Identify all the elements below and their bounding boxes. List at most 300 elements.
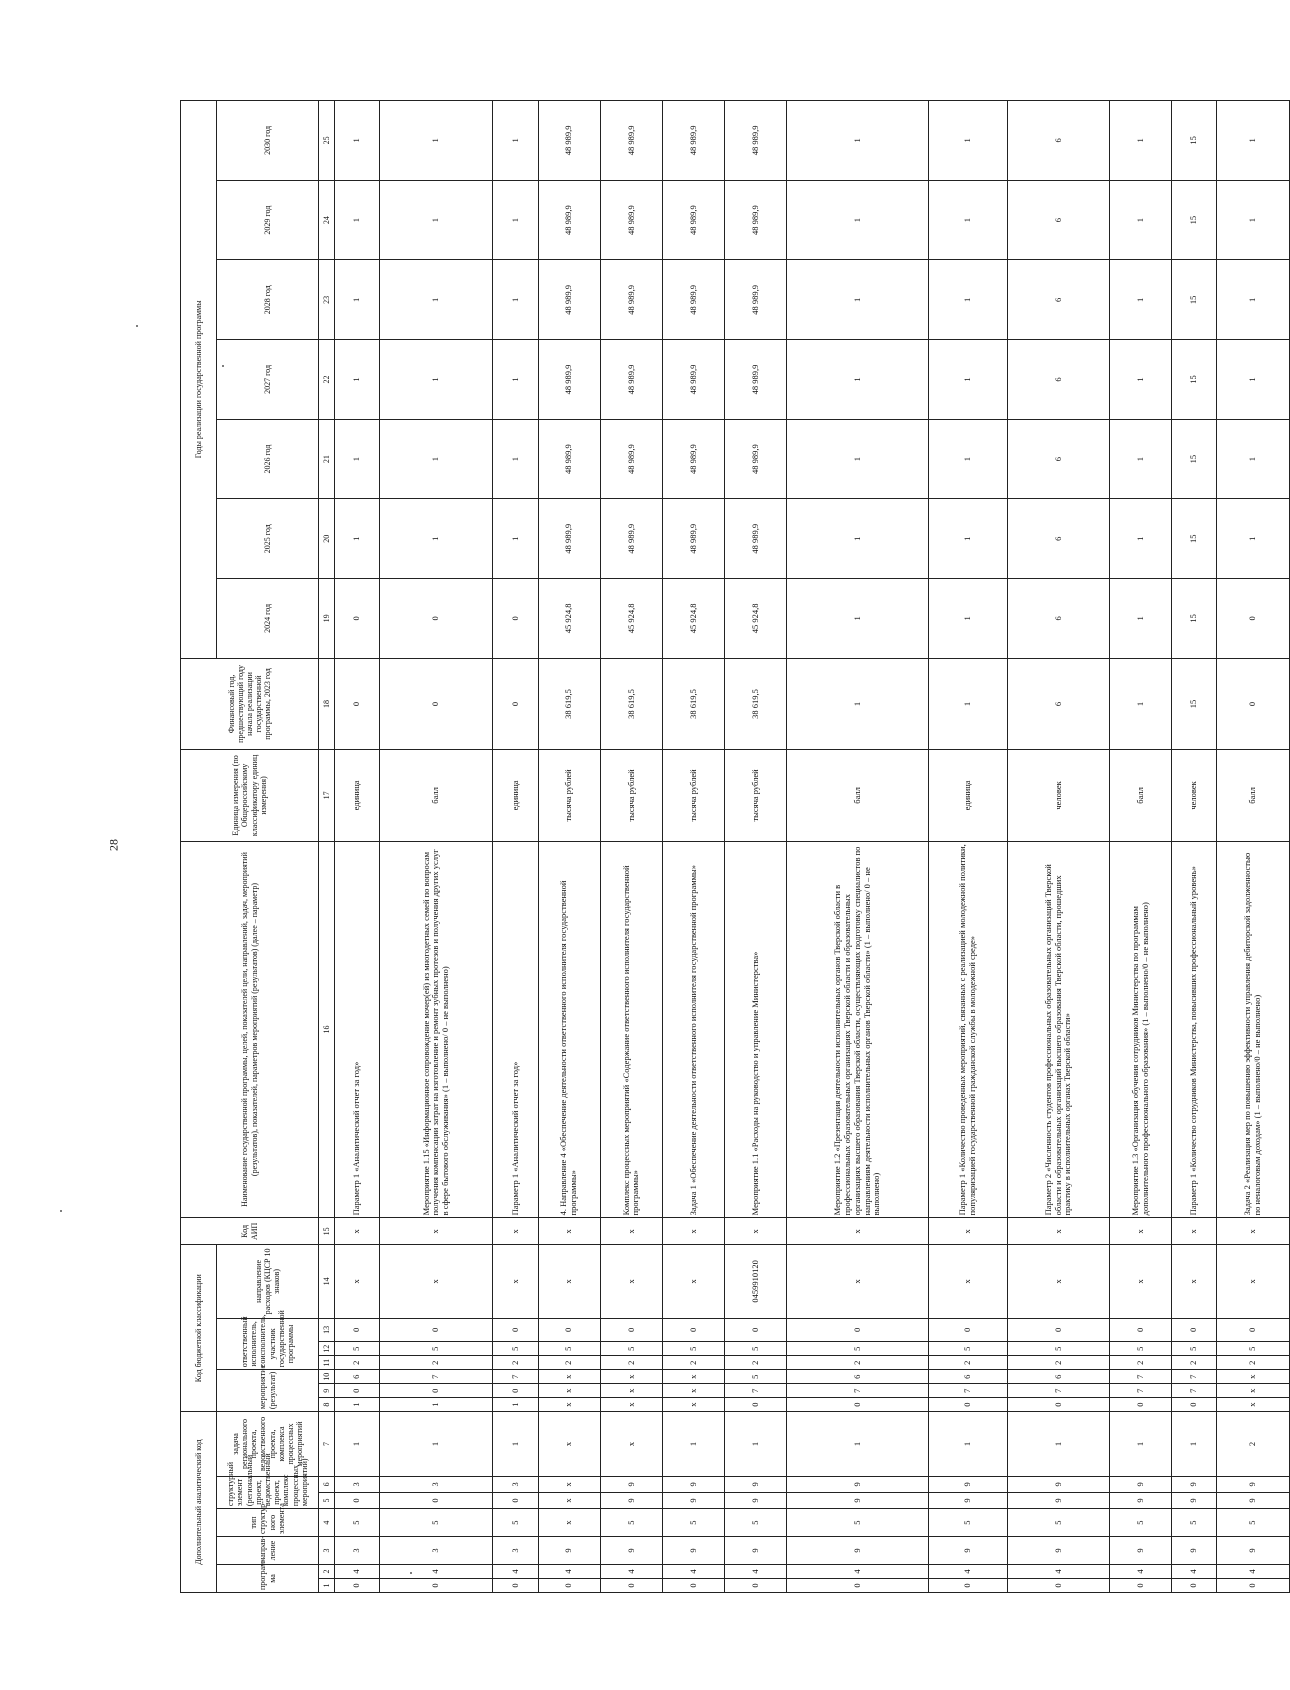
table-row (725, 101, 787, 1593)
ain-code-cell: x (380, 1218, 493, 1245)
table-row (663, 101, 725, 1593)
program-code-cell: 0 (538, 1579, 600, 1593)
event-code-cell: 6 (1008, 1370, 1110, 1384)
responsible-code-cell: 5 (493, 1342, 538, 1356)
task-cell: 1 (663, 1412, 725, 1477)
responsible-code-cell: 0 (493, 1318, 538, 1342)
program-code-cell: 4 (663, 1565, 725, 1579)
unit-cell: балл (380, 750, 493, 841)
ain-code-cell: x (334, 1218, 379, 1245)
unit-cell: тысяча рублей (725, 750, 787, 841)
name-cell: Параметр 1 «Количество проведенных мероприятий, связанных с реализацией молодежной политики, популяризацией государственной гражданской службы в молодежной среде» (928, 841, 1007, 1218)
year-value-cell: 1 (787, 101, 928, 181)
responsible-code-cell: 0 (380, 1318, 493, 1342)
year-value-cell: 48 989,9 (600, 260, 662, 340)
program-code-cell: 4 (1217, 1565, 1290, 1579)
scan-speck (222, 365, 224, 367)
program-code-cell: 0 (1109, 1579, 1171, 1593)
year-value-cell: 1 (1109, 499, 1171, 579)
year-value-cell: 15 (1172, 101, 1217, 181)
structural-cell: 9 (1109, 1476, 1171, 1492)
year-value-cell: 1 (1109, 260, 1171, 340)
year-value-cell: 48 989,9 (538, 101, 600, 181)
year-value-cell: 1 (1217, 260, 1290, 340)
event-code-cell: x (538, 1370, 600, 1384)
responsible-code-cell: 0 (1172, 1318, 1217, 1342)
year-value-cell: 48 989,9 (725, 340, 787, 420)
year-value-cell: 1 (787, 260, 928, 340)
column-number: 24 (319, 180, 335, 260)
event-code-cell: x (663, 1384, 725, 1398)
structural-cell: 9 (1217, 1492, 1290, 1508)
year-value-cell: 1 (334, 180, 379, 260)
year-value-cell: 1 (493, 101, 538, 181)
ain-code-cell: x (600, 1218, 662, 1245)
responsible-code-cell: 2 (787, 1356, 928, 1370)
unit-cell: единица (334, 750, 379, 841)
table-row (928, 101, 1007, 1593)
event-code-cell: 0 (1008, 1398, 1110, 1412)
task-cell: 1 (725, 1412, 787, 1477)
structural-cell: 0 (334, 1492, 379, 1508)
year-value-cell: 1 (334, 340, 379, 420)
year-value-cell: 48 989,9 (663, 180, 725, 260)
event-code-cell: 0 (1172, 1398, 1217, 1412)
event-code-cell: 0 (380, 1384, 493, 1398)
header-event: мероприятие (результат) (217, 1370, 319, 1412)
responsible-code-cell: 5 (600, 1342, 662, 1356)
ain-code-cell: x (1172, 1218, 1217, 1245)
direction-cell: 9 (1172, 1537, 1217, 1565)
year-value-cell: 48 989,9 (663, 101, 725, 181)
task-cell: 1 (928, 1412, 1007, 1477)
type-cell: 5 (334, 1509, 379, 1537)
event-code-cell: x (600, 1370, 662, 1384)
direction-cell: 9 (663, 1537, 725, 1565)
column-number-row (319, 101, 335, 1593)
fin-year-value-cell: 1 (928, 658, 1007, 749)
year-value-cell: 1 (493, 180, 538, 260)
expense-code-cell: x (334, 1245, 379, 1318)
direction-cell: 9 (538, 1537, 600, 1565)
year-value-cell: 1 (380, 260, 493, 340)
year-value-cell: 1 (787, 180, 928, 260)
header-ain-code: Код АИП (181, 1218, 319, 1245)
year-value-cell: 15 (1172, 499, 1217, 579)
responsible-code-cell: 2 (380, 1356, 493, 1370)
program-code-cell: 4 (334, 1565, 379, 1579)
year-value-cell: 1 (928, 101, 1007, 181)
event-code-cell: 7 (787, 1384, 928, 1398)
responsible-code-cell: 5 (787, 1342, 928, 1356)
year-value-cell: 0 (334, 579, 379, 659)
structural-cell: 9 (787, 1492, 928, 1508)
year-value-cell: 48 989,9 (725, 419, 787, 499)
responsible-code-cell: 5 (1008, 1342, 1110, 1356)
page-number: 28 (106, 839, 121, 851)
fin-year-value-cell: 6 (1008, 658, 1110, 749)
column-number: 19 (319, 579, 335, 659)
event-code-cell: 1 (334, 1398, 379, 1412)
direction-cell: 9 (1008, 1537, 1110, 1565)
year-value-cell: 15 (1172, 419, 1217, 499)
year-value-cell: 48 989,9 (600, 101, 662, 181)
year-value-cell: 1 (787, 579, 928, 659)
structural-cell: 0 (380, 1492, 493, 1508)
year-value-cell: 1 (1109, 340, 1171, 420)
structural-cell: 9 (600, 1492, 662, 1508)
structural-cell: 9 (1008, 1476, 1110, 1492)
event-code-cell: 1 (493, 1398, 538, 1412)
year-value-cell: 6 (1008, 180, 1110, 260)
responsible-code-cell: 5 (380, 1342, 493, 1356)
column-number: 21 (319, 419, 335, 499)
column-number: 9 (319, 1384, 335, 1398)
year-value-cell: 1 (1109, 180, 1171, 260)
program-code-cell: 0 (493, 1579, 538, 1593)
year-value-cell: 1 (1217, 101, 1290, 181)
column-number: 13 (319, 1318, 335, 1342)
column-number: 25 (319, 101, 335, 181)
ain-code-cell: x (1217, 1218, 1290, 1245)
ain-code-cell: x (493, 1218, 538, 1245)
year-value-cell: 48 989,9 (538, 419, 600, 499)
year-value-cell: 1 (928, 419, 1007, 499)
year-value-cell: 45 924,8 (600, 579, 662, 659)
structural-cell: 9 (725, 1492, 787, 1508)
year-value-cell: 1 (334, 419, 379, 499)
fin-year-value-cell: 38 619,5 (725, 658, 787, 749)
table-row (380, 101, 493, 1593)
responsible-code-cell: 0 (787, 1318, 928, 1342)
program-code-cell: 0 (334, 1579, 379, 1593)
structural-cell: 3 (380, 1476, 493, 1492)
column-number: 20 (319, 499, 335, 579)
structural-cell: 0 (493, 1492, 538, 1508)
name-cell: Параметр 1 «Количество сотрудников Министерства, повысивших профессиональный уровень» (1172, 841, 1217, 1218)
program-code-cell: 0 (1217, 1579, 1290, 1593)
responsible-code-cell: 0 (538, 1318, 600, 1342)
program-code-cell: 4 (1172, 1565, 1217, 1579)
name-cell: Мероприятие 1.1 «Расходы на руководство и управление Министерства» (725, 841, 787, 1218)
program-code-cell: 4 (1008, 1565, 1110, 1579)
event-code-cell: x (600, 1384, 662, 1398)
fin-year-value-cell: 1 (1109, 658, 1171, 749)
year-value-cell: 1 (493, 260, 538, 340)
responsible-code-cell: 0 (928, 1318, 1007, 1342)
structural-cell: 3 (334, 1476, 379, 1492)
column-number: 10 (319, 1370, 335, 1384)
year-value-cell: 1 (334, 260, 379, 340)
year-value-cell: 1 (380, 101, 493, 181)
type-cell: 5 (493, 1509, 538, 1537)
responsible-code-cell: 5 (1109, 1342, 1171, 1356)
column-number: 5 (319, 1492, 335, 1508)
structural-cell: 9 (1172, 1476, 1217, 1492)
header-direction: направ-ление (217, 1537, 319, 1565)
year-value-cell: 45 924,8 (725, 579, 787, 659)
unit-cell: единица (493, 750, 538, 841)
event-code-cell: 7 (1172, 1384, 1217, 1398)
responsible-code-cell: 0 (1109, 1318, 1171, 1342)
ain-code-cell: x (1109, 1218, 1171, 1245)
document-table-wrapper (180, 100, 1290, 1593)
task-cell: 1 (380, 1412, 493, 1477)
unit-cell: тысяча рублей (663, 750, 725, 841)
table-row (538, 101, 600, 1593)
event-code-cell: 0 (493, 1384, 538, 1398)
fin-year-value-cell: 1 (787, 658, 928, 749)
name-cell: Мероприятие 1.3 «Организация обучения сотрудников Министерства по программам дополнительного профессионального образования» (1 – выполнено/0 – не выполнено) (1109, 841, 1171, 1218)
year-value-cell: 1 (493, 419, 538, 499)
header-task: задача регионального проекта, ведомственного проекта, комплекса процессных мероприятий (217, 1412, 319, 1477)
program-table (180, 100, 1290, 1593)
program-code-cell: 4 (380, 1565, 493, 1579)
event-code-cell: 7 (1008, 1384, 1110, 1398)
year-value-cell: 6 (1008, 579, 1110, 659)
table-row (1217, 101, 1290, 1593)
structural-cell: 9 (1217, 1476, 1290, 1492)
scan-speck (136, 325, 138, 327)
year-value-cell: 1 (928, 260, 1007, 340)
program-code-cell: 0 (1172, 1579, 1217, 1593)
year-value-cell: 1 (1109, 101, 1171, 181)
column-number: 4 (319, 1509, 335, 1537)
expense-code-cell: x (663, 1245, 725, 1318)
year-value-cell: 48 989,9 (600, 419, 662, 499)
unit-cell: человек (1172, 750, 1217, 841)
expense-code-cell: x (380, 1245, 493, 1318)
year-value-cell: 48 989,9 (663, 260, 725, 340)
event-code-cell: 1 (380, 1398, 493, 1412)
year-value-cell: 1 (787, 499, 928, 579)
ain-code-cell: x (928, 1218, 1007, 1245)
year-value-cell: 48 989,9 (725, 101, 787, 181)
event-code-cell: 7 (493, 1370, 538, 1384)
task-cell: 1 (1172, 1412, 1217, 1477)
structural-cell: 9 (1109, 1492, 1171, 1508)
unit-cell: тысяча рублей (538, 750, 600, 841)
year-value-cell: 48 989,9 (663, 419, 725, 499)
year-value-cell: 1 (1109, 419, 1171, 499)
event-code-cell: 0 (334, 1384, 379, 1398)
name-cell: Задача 2 «Реализация мер по повышению эффективности управления дебиторской задолженностью по неналоговым доходам» (1 – выполнено/0 – не выполнено) (1217, 841, 1290, 1218)
year-value-cell: 48 989,9 (538, 340, 600, 420)
year-value-cell: 1 (928, 180, 1007, 260)
column-number: 16 (319, 841, 335, 1218)
unit-cell: балл (787, 750, 928, 841)
expense-code-cell: x (1008, 1245, 1110, 1318)
type-cell: 5 (725, 1509, 787, 1537)
header-year: 2030 год (217, 101, 319, 181)
type-cell: 5 (787, 1509, 928, 1537)
table-row (1008, 101, 1110, 1593)
year-value-cell: 48 989,9 (663, 499, 725, 579)
year-value-cell: 1 (493, 499, 538, 579)
name-cell: Мероприятие 1.15 «Информационное сопровождение мочер(ей) из многодетных семей по вопросам получения компенсации затрат на изготовление и ремонт зубных протезов и получения других услуг в сфере бытового обслуживания» (1 – выполнено/ 0 – не выполнено) (380, 841, 493, 1218)
year-value-cell: 48 989,9 (538, 499, 600, 579)
year-value-cell: 1 (334, 101, 379, 181)
table-row (493, 101, 538, 1593)
responsible-code-cell: 2 (1217, 1356, 1290, 1370)
fin-year-value-cell: 0 (334, 658, 379, 749)
year-value-cell: 48 989,9 (663, 340, 725, 420)
ain-code-cell: x (725, 1218, 787, 1245)
year-value-cell: 15 (1172, 180, 1217, 260)
table-row (787, 101, 928, 1593)
year-value-cell: 1 (928, 579, 1007, 659)
responsible-code-cell: 2 (1109, 1356, 1171, 1370)
ain-code-cell: x (787, 1218, 928, 1245)
program-code-cell: 0 (600, 1579, 662, 1593)
task-cell: 1 (1008, 1412, 1110, 1477)
direction-cell: 9 (928, 1537, 1007, 1565)
program-code-cell: 4 (725, 1565, 787, 1579)
column-number: 17 (319, 750, 335, 841)
name-cell: Комплекс процессных мероприятий «Содержание ответственного исполнителя государственной программы» (600, 841, 662, 1218)
year-value-cell: 1 (380, 419, 493, 499)
structural-cell: 9 (663, 1492, 725, 1508)
direction-cell: 9 (725, 1537, 787, 1565)
event-code-cell: x (538, 1398, 600, 1412)
year-value-cell: 48 989,9 (538, 260, 600, 340)
name-cell: Параметр 1 «Аналитический отчет за год» (334, 841, 379, 1218)
year-value-cell: 1 (787, 419, 928, 499)
task-cell: x (600, 1412, 662, 1477)
type-cell: 5 (663, 1509, 725, 1537)
year-value-cell: 48 989,9 (538, 180, 600, 260)
year-value-cell: 15 (1172, 260, 1217, 340)
expense-code-cell: x (787, 1245, 928, 1318)
ain-code-cell: x (663, 1218, 725, 1245)
responsible-code-cell: 5 (538, 1342, 600, 1356)
unit-cell: единица (928, 750, 1007, 841)
program-code-cell: 0 (787, 1579, 928, 1593)
scan-speck (410, 1572, 412, 1574)
scan-speck (60, 1210, 62, 1212)
responsible-code-cell: 5 (1172, 1342, 1217, 1356)
header-year: 2024 год (217, 579, 319, 659)
event-code-cell: 7 (725, 1384, 787, 1398)
fin-year-value-cell: 15 (1172, 658, 1217, 749)
year-value-cell: 15 (1172, 579, 1217, 659)
year-value-cell: 15 (1172, 340, 1217, 420)
event-code-cell: 6 (787, 1370, 928, 1384)
type-cell: 5 (928, 1509, 1007, 1537)
structural-cell: 9 (600, 1476, 662, 1492)
responsible-code-cell: 0 (663, 1318, 725, 1342)
header-responsible: ответственный исполнитель, соисполнитель, участник государственной программы (217, 1318, 319, 1370)
responsible-code-cell: 2 (334, 1356, 379, 1370)
event-code-cell: 7 (1109, 1384, 1171, 1398)
header-year: 2028 год (217, 260, 319, 340)
type-cell: 5 (1008, 1509, 1110, 1537)
event-code-cell: x (663, 1370, 725, 1384)
event-code-cell: 5 (725, 1370, 787, 1384)
direction-cell: 9 (600, 1537, 662, 1565)
responsible-code-cell: 2 (600, 1356, 662, 1370)
event-code-cell: x (600, 1398, 662, 1412)
direction-cell: 3 (380, 1537, 493, 1565)
responsible-code-cell: 0 (334, 1318, 379, 1342)
column-number: 8 (319, 1398, 335, 1412)
event-code-cell: 7 (1109, 1370, 1171, 1384)
table-row (1172, 101, 1217, 1593)
task-cell: x (538, 1412, 600, 1477)
structural-cell: 9 (1008, 1492, 1110, 1508)
event-code-cell: 7 (380, 1370, 493, 1384)
year-value-cell: 1 (380, 499, 493, 579)
column-number: 14 (319, 1245, 335, 1318)
program-code-cell: 4 (787, 1565, 928, 1579)
year-value-cell: 1 (928, 340, 1007, 420)
year-value-cell: 1 (1109, 579, 1171, 659)
type-cell: 5 (1217, 1509, 1290, 1537)
fin-year-value-cell: 38 619,5 (538, 658, 600, 749)
expense-code-cell: x (1172, 1245, 1217, 1318)
column-number: 23 (319, 260, 335, 340)
year-value-cell: 0 (493, 579, 538, 659)
year-value-cell: 48 989,9 (600, 499, 662, 579)
program-code-cell: 0 (380, 1579, 493, 1593)
year-value-cell: 0 (1217, 579, 1290, 659)
table-row (1109, 101, 1171, 1593)
header-name: Наименование государственной программы, целей, показателей цели, направлений, задач, мероприятий (результатов), показателей, параметров мероприятий (результатов) (далее – параметр) (181, 841, 319, 1218)
task-cell: 2 (1217, 1412, 1290, 1477)
column-number: 15 (319, 1218, 335, 1245)
responsible-code-cell: 5 (725, 1342, 787, 1356)
program-code-cell: 0 (1008, 1579, 1110, 1593)
year-value-cell: 6 (1008, 340, 1110, 420)
column-number: 3 (319, 1537, 335, 1565)
year-value-cell: 48 989,9 (725, 499, 787, 579)
event-code-cell: 0 (928, 1398, 1007, 1412)
program-code-cell: 0 (663, 1579, 725, 1593)
direction-cell: 3 (334, 1537, 379, 1565)
name-cell: Мероприятие 1.2 «Презентация деятельности исполнительных органов Тверской области в профессиональных образовательных организациях Тверской области и образовательных организациях высшего образования Тверской области, осуществляющих подготовку специалистов по направлениям деятельности исполнительных органов Тверской области» (1 – выполнено/ 0 – не выполнено) (787, 841, 928, 1218)
event-code-cell: x (663, 1398, 725, 1412)
event-code-cell: x (538, 1384, 600, 1398)
program-code-cell: 4 (1109, 1565, 1171, 1579)
header-additional-code: Дополнительный аналитический код (181, 1412, 217, 1593)
column-number: 18 (319, 658, 335, 749)
ain-code-cell: x (538, 1218, 600, 1245)
structural-cell: 9 (663, 1476, 725, 1492)
responsible-code-cell: 5 (1217, 1342, 1290, 1356)
event-code-cell: 0 (1109, 1398, 1171, 1412)
responsible-code-cell: 5 (663, 1342, 725, 1356)
header-type: тип структур-ного элемента (217, 1509, 319, 1537)
event-code-cell: 0 (725, 1398, 787, 1412)
type-cell: 5 (380, 1509, 493, 1537)
year-value-cell: 6 (1008, 419, 1110, 499)
name-cell: Параметр 2 «Численность студентов профессиональных образовательных организаций Тверской области и образовательных организаций высшего образования Тверской области, прошедших практику в исполнительных органах Тверской области» (1008, 841, 1110, 1218)
year-value-cell: 48 989,9 (600, 340, 662, 420)
column-number: 22 (319, 340, 335, 420)
structural-cell: x (538, 1476, 600, 1492)
name-cell: Параметр 1 «Аналитический отчет за год» (493, 841, 538, 1218)
header-year: 2026 год (217, 419, 319, 499)
column-number: 2 (319, 1565, 335, 1579)
name-cell: Задача 1 «Обеспечение деятельности ответственного исполнителя государственной программы» (663, 841, 725, 1218)
structural-cell: 9 (725, 1476, 787, 1492)
year-value-cell: 6 (1008, 101, 1110, 181)
header-year: 2027 год (217, 340, 319, 420)
responsible-code-cell: 2 (1008, 1356, 1110, 1370)
expense-code-cell: x (538, 1245, 600, 1318)
event-code-cell: 6 (928, 1370, 1007, 1384)
header-expense: направление расходов (КЦСР 10 знаков) (217, 1245, 319, 1318)
